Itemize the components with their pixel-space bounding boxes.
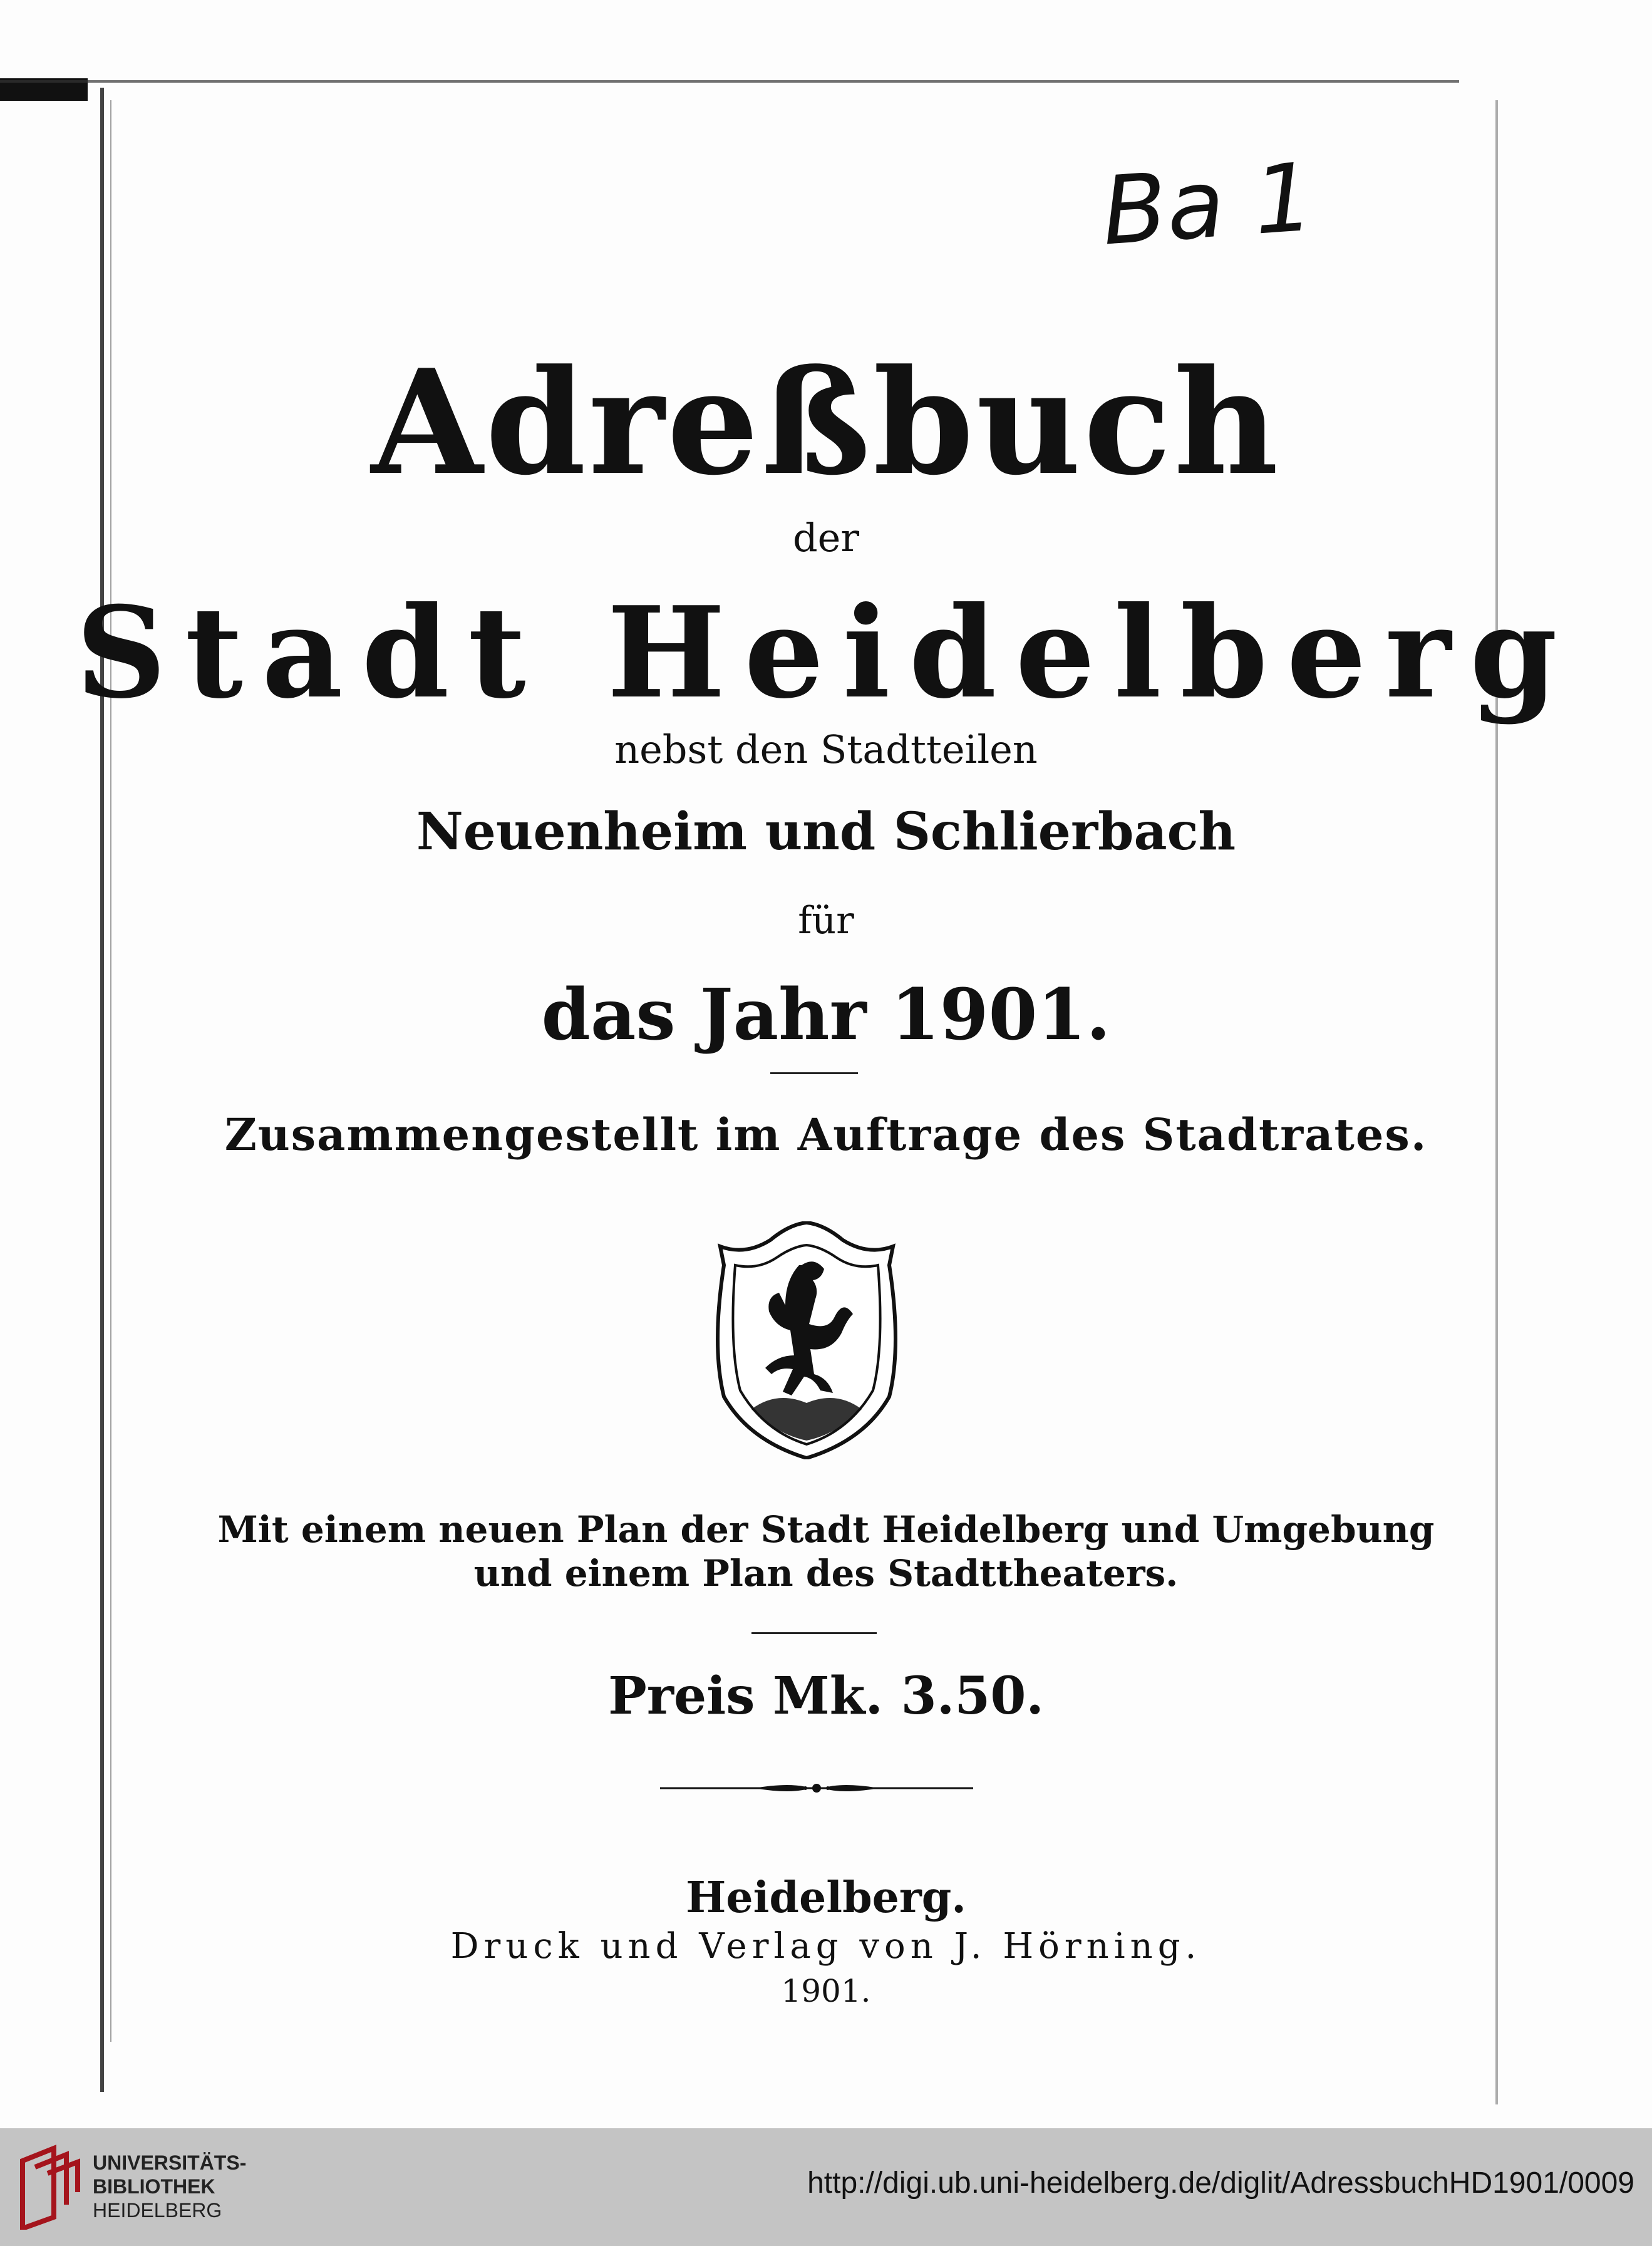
text-nebst: nebst den Stadtteilen [614, 727, 1038, 772]
text-der: der [792, 515, 860, 561]
heidelberg-coat-of-arms-icon [708, 1221, 906, 1459]
logo-line-2: BIBLIOTHEK [93, 2175, 215, 2198]
text-maps-line2: und einem Plan des Stadttheaters. [473, 1552, 1179, 1595]
divider-rule [770, 1072, 858, 1074]
permalink-url[interactable]: http://digi.ub.uni-heidelberg.de/diglit/AdressbuchHD1901/0009 [807, 2166, 1634, 2200]
text-print-year: 1901. [781, 1973, 871, 2009]
library-logo-text [93, 2151, 246, 2222]
logo-line-3: HEIDELBERG [93, 2199, 222, 2222]
ornament-divider-icon [660, 1779, 973, 1798]
title-city: Stadt Heidelberg [76, 579, 1576, 727]
handwritten-shelfmark: Ba 1 [1098, 143, 1318, 267]
library-logo-icon [16, 2142, 81, 2230]
text-districts: Neuenheim und Schlierbach [416, 802, 1236, 862]
divider-rule-2 [751, 1632, 877, 1634]
text-place: Heidelberg. [686, 1873, 966, 1923]
text-publisher: Druck und Verlag von J. Hörning. [450, 1926, 1202, 1967]
text-maps-line1: Mit einem neuen Plan der Stadt Heidelberg und Umgebung [217, 1508, 1435, 1551]
page-top-edge [0, 80, 1459, 83]
title-adressbuch: Adreßbuch [371, 338, 1281, 507]
logo-line-1: UNIVERSITÄTS- [93, 2151, 247, 2174]
text-fuer: für [798, 899, 854, 943]
viewer-footer-bar [0, 2128, 1652, 2246]
text-compiled: Zusammengestellt im Auftrage des Stadtrates. [224, 1109, 1428, 1161]
text-price: Preis Mk. 3.50. [608, 1666, 1044, 1726]
text-year-line: das Jahr 1901. [541, 974, 1111, 1056]
